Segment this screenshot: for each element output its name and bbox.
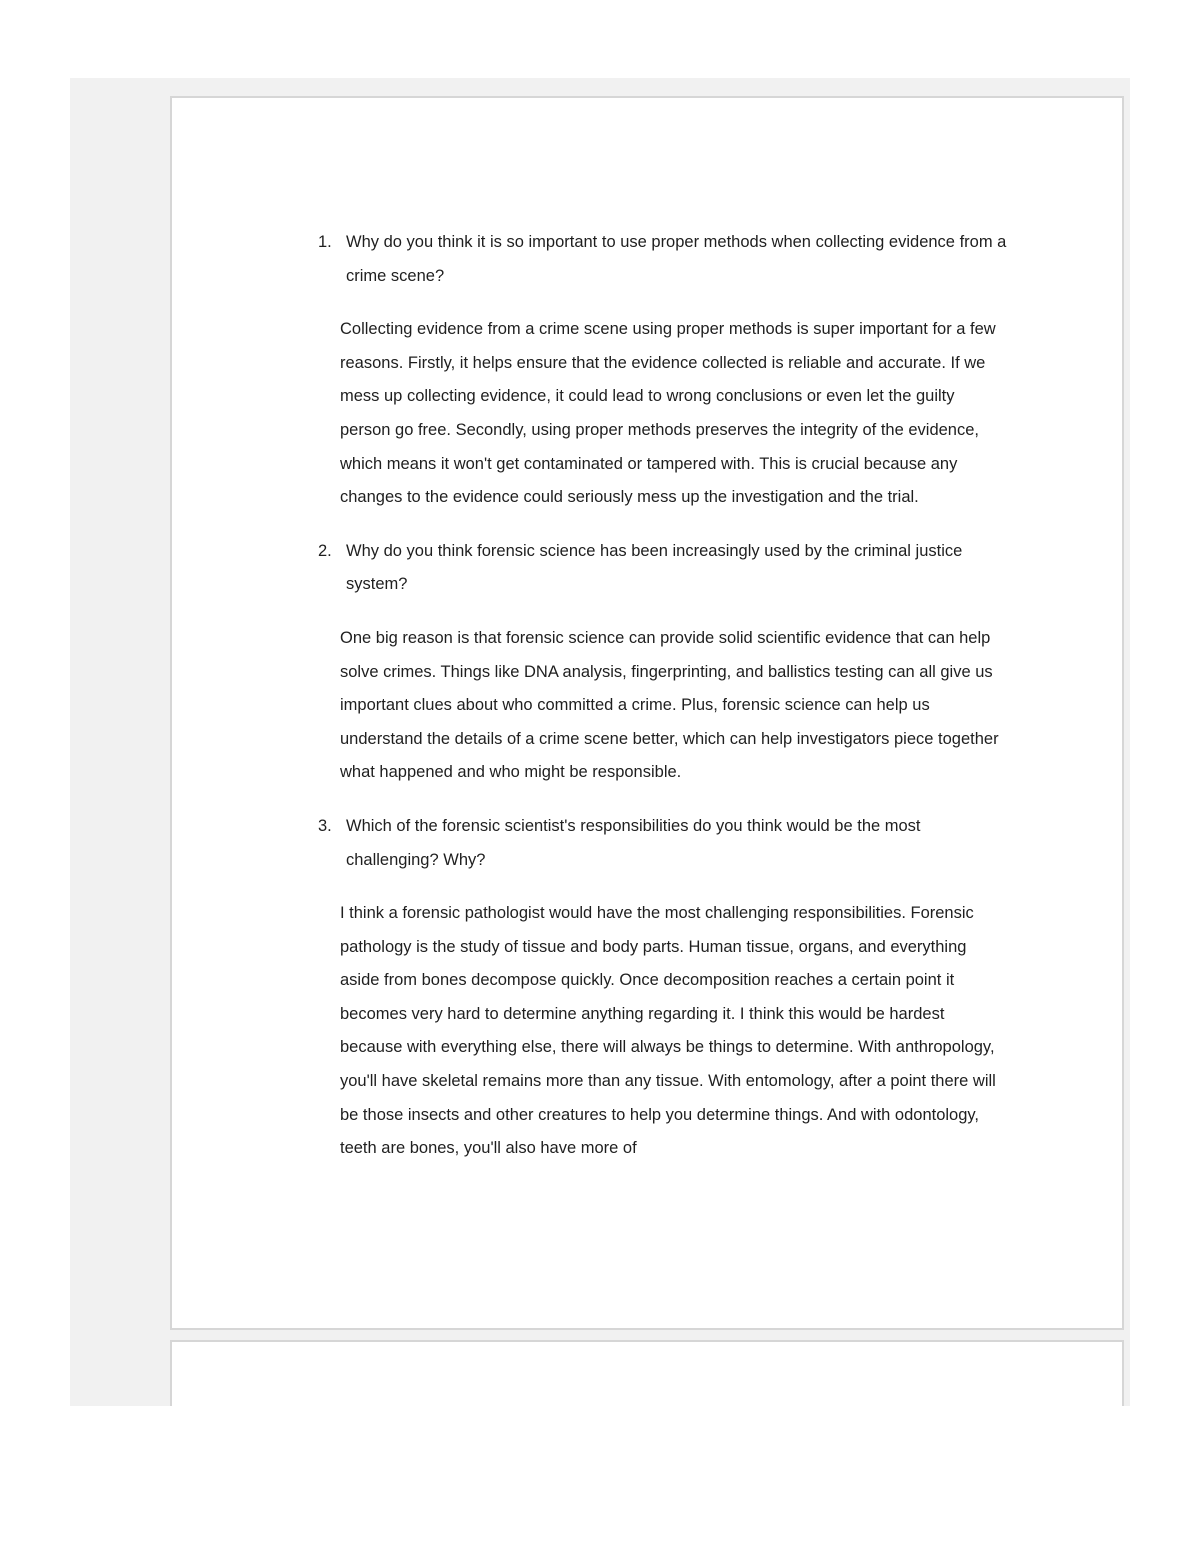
question-number: 2. <box>318 541 332 560</box>
page-content <box>318 226 1008 1186</box>
document-page <box>170 96 1124 1330</box>
answer-1: Collecting evidence from a crime scene using proper methods is super important for a few reasons. Firstly, it helps ensure that the evidence collected is reliable and accurate. If we mess up collecting evidence, it could lead to wrong conclusions or even let the guilty person go free. Secondly, using proper methods preserves the integrity of the evidence, which means it won't get contaminated or tampered with. This is crucial because any changes to the evidence could seriously mess up the investigation and the trial. <box>340 320 996 507</box>
question-3 <box>318 810 1008 877</box>
next-page <box>170 1340 1124 1406</box>
question-number: 1. <box>318 233 332 251</box>
question-number: 3. <box>318 816 332 835</box>
question-text: Why do you think it is so important to use proper methods when collecting evidence from a crime scene? <box>346 233 1007 285</box>
answer-3: I think a forensic pathologist would have the most challenging responsibilities. Forensic pathology is the study of tissue and body parts. Human tissue, organs, and everything aside from bones decompose quickly. Once decomposition reaches a certain point it becomes very hard to determine anything regarding it. I think this would be hardest because with everything else, there will always be things to determine. With anthropology, you'll have skeletal remains more than any tissue. With entomology, after a point there will be those insects and other creatures to help you determine things. And with odontology, teeth are bones, you'll also have more of <box>340 904 996 1158</box>
question-text: Why do you think forensic science has been increasingly used by the criminal justice system? <box>346 541 963 594</box>
document-viewer[interactable] <box>70 78 1130 1406</box>
question-2 <box>318 535 1008 602</box>
answer-2: One big reason is that forensic science can provide solid scientific evidence that can help solve crimes. Things like DNA analysis, fingerprinting, and ballistics testing can all give us important clues about who committed a crime. Plus, forensic science can help us understand the details of a crime scene better, which can help investigators piece together what happened and who might be responsible. <box>340 628 999 782</box>
question-text: Which of the forensic scientist's responsibilities do you think would be the most challenging? Why? <box>346 816 921 869</box>
question-1 <box>318 226 1008 293</box>
